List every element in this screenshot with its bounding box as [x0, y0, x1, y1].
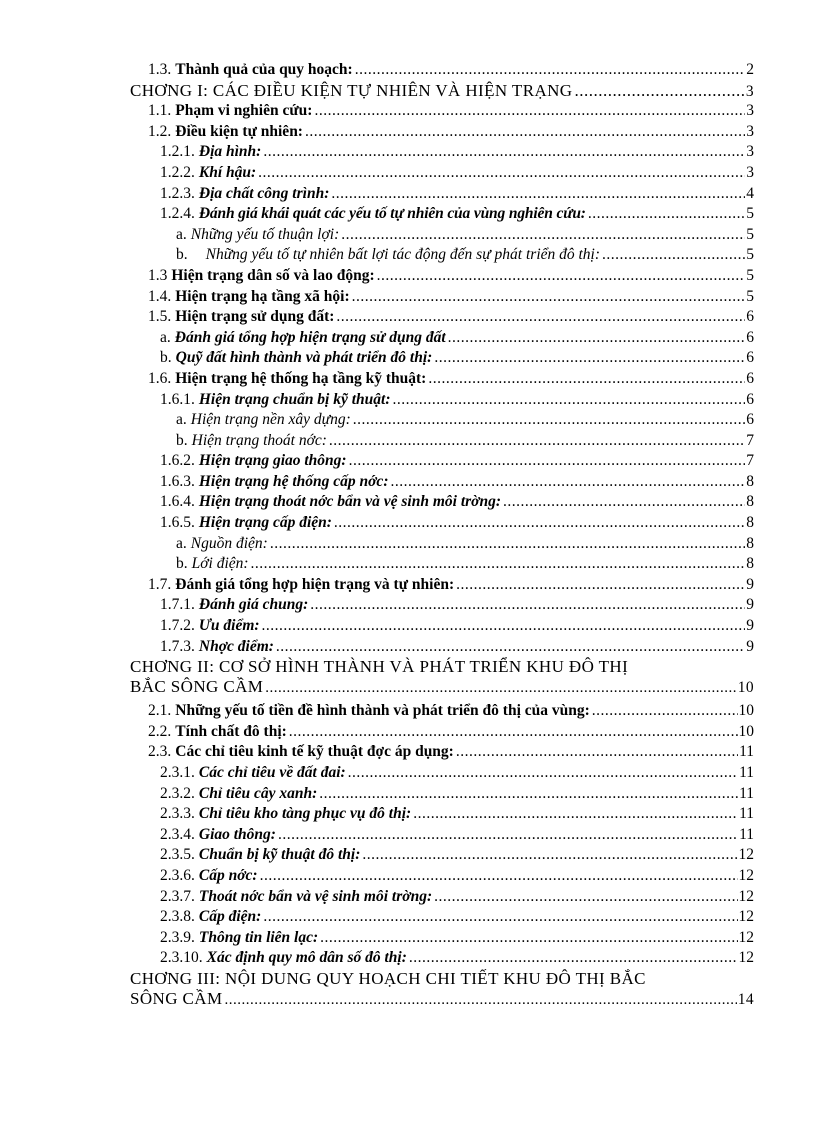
toc-title: Đánh giá tổng hợp hiện trạng sử dụng đất: [174, 328, 446, 346]
toc-page: 6: [746, 308, 754, 326]
toc-title: Giao thông:: [198, 825, 276, 843]
toc-leader: [355, 60, 746, 81]
toc-leader: [428, 369, 745, 390]
toc-title: Hiện trạng nền xây dựng:: [190, 411, 351, 429]
toc-entry[interactable]: [0, 287, 754, 308]
toc-title: Địa hình:: [198, 143, 262, 161]
toc-number: 2.2.: [148, 722, 172, 740]
toc-leader: [265, 677, 736, 698]
toc-entry[interactable]: [0, 907, 754, 928]
toc-page: 3: [746, 102, 754, 120]
toc-page: 8: [746, 514, 754, 532]
toc-page: 3: [746, 163, 754, 181]
toc-entry[interactable]: [0, 595, 754, 616]
toc-page: 11: [739, 764, 754, 781]
toc-leader: [393, 390, 746, 411]
toc-leader: [305, 122, 745, 143]
toc-entry[interactable]: [0, 866, 754, 887]
toc-number: 1.2.3.: [160, 184, 195, 202]
toc-page: 6: [746, 369, 754, 387]
toc-leader: [331, 184, 745, 205]
toc-leader: [353, 410, 746, 431]
toc-leader: [390, 472, 745, 493]
toc-page: 6: [746, 328, 754, 346]
toc-page: 10: [738, 702, 754, 720]
toc-number: 1.2.1.: [160, 143, 195, 161]
toc-leader: [348, 763, 738, 784]
toc-entry[interactable]: [0, 142, 754, 163]
toc-title: Thành quả của quy hoạch:: [175, 61, 353, 78]
toc-leader: [434, 348, 745, 369]
toc-page: 14: [737, 990, 754, 1008]
toc-leader: [258, 163, 745, 184]
toc-entry[interactable]: [0, 825, 754, 846]
toc-leader: [263, 142, 745, 163]
toc-leader: [270, 534, 745, 555]
toc-entry[interactable]: [0, 307, 754, 328]
toc-leader: [592, 701, 738, 722]
toc-entry[interactable]: [0, 431, 754, 452]
toc-title: Những yếu tố tự nhiên bất lợi tác động đến sự phát triển đô thị:: [205, 246, 601, 264]
toc-leader: [224, 989, 736, 1010]
toc-leader: [362, 845, 737, 866]
toc-page: 7: [746, 452, 754, 470]
toc-entry[interactable]: [0, 845, 754, 866]
toc-entry[interactable]: [0, 184, 754, 205]
toc-title: Những yếu tố thuận lợi:: [190, 225, 340, 243]
toc-leader: [448, 328, 746, 349]
toc-page: 6: [746, 411, 754, 429]
toc-title: Cấp điện:: [198, 908, 262, 926]
toc-entry[interactable]: [0, 534, 754, 555]
toc-title: Quỹ đất hình thành và phát triển đô thị:: [175, 349, 433, 367]
toc-leader: [289, 722, 738, 743]
toc-page: 11: [739, 805, 754, 823]
toc-leader: [503, 492, 745, 513]
toc-leader: [320, 928, 737, 949]
toc-title: Chuẩn bị kỹ thuật đô thị:: [198, 846, 361, 864]
toc-number: 2.3.3.: [160, 805, 195, 823]
toc-number: 1.7.1.: [160, 596, 195, 614]
toc-number: 2.3.4.: [160, 825, 195, 843]
toc-number: a.: [176, 534, 187, 552]
toc-page: 8: [746, 534, 754, 552]
toc-page: 12: [738, 949, 754, 967]
toc-title: Chỉ tiêu kho tàng phục vụ đô thị:: [198, 805, 412, 823]
toc-page: 10: [737, 679, 754, 697]
toc-leader: [413, 804, 738, 825]
toc-title: Tính chất đô thị:: [175, 722, 287, 740]
toc-page: 10: [738, 722, 754, 740]
toc-page: 12: [738, 866, 754, 884]
toc-entry[interactable]: [0, 554, 754, 575]
toc-number: 2.3.1.: [160, 764, 195, 781]
toc-entry[interactable]: [0, 122, 754, 143]
toc-number: 1.7.3.: [160, 637, 195, 655]
toc-page: 7: [746, 431, 754, 449]
toc-chapter-title: CHƠNG III: NỘI DUNG QUY HOẠCH CHI TIẾT KHU ĐÔ THỊ BẮC: [130, 968, 646, 988]
toc-number: 2.3.7.: [160, 887, 195, 905]
toc-leader: [456, 575, 745, 596]
toc-page: 12: [738, 887, 754, 905]
toc-entry[interactable]: [0, 266, 754, 287]
toc-title: Ưu điểm:: [198, 617, 260, 635]
toc-page: 6: [746, 390, 754, 408]
toc-leader: [260, 866, 738, 887]
toc-entry[interactable]: [0, 163, 754, 184]
toc-title: Hiện trạng hệ thống hạ tầng kỹ thuật:: [175, 369, 427, 387]
toc-page: 12: [738, 846, 754, 864]
toc-number: 1.1.: [148, 102, 172, 120]
toc-number: 1.2.2.: [160, 163, 195, 181]
toc-number: 1.2.4.: [160, 205, 195, 223]
toc-number: 1.4.: [148, 287, 172, 305]
toc-number: 1.6.2.: [160, 452, 195, 470]
toc-entry[interactable]: [0, 410, 754, 431]
toc-page: 8: [746, 472, 754, 490]
toc-page: 2: [746, 61, 754, 78]
toc-number: 1.6.3.: [160, 472, 195, 490]
toc-entry[interactable]: [0, 887, 754, 908]
toc-entry[interactable]: [0, 245, 754, 266]
toc-entry[interactable]: [0, 722, 754, 743]
toc-number: 1.3.: [148, 61, 172, 78]
toc-chapter-title-line2: SÔNG CẦM: [130, 988, 223, 1008]
toc-entry[interactable]: [0, 101, 754, 122]
toc-page: 12: [738, 908, 754, 926]
toc-entry[interactable]: [0, 784, 754, 805]
toc-title: Thông tin liên lạc:: [198, 928, 319, 946]
toc-page: 9: [746, 617, 754, 635]
toc-entry[interactable]: [0, 348, 754, 369]
toc-leader: [349, 451, 746, 472]
toc-title: Hiện trạng dân số và lao động:: [171, 266, 375, 284]
toc-leader: [409, 948, 738, 969]
toc-number: 1.2.: [148, 122, 172, 140]
toc-entry[interactable]: [0, 472, 754, 493]
toc-entry[interactable]: [0, 225, 754, 246]
toc-number: 2.3.8.: [160, 908, 195, 926]
toc-number: 2.3.10.: [160, 949, 203, 967]
toc-page: 8: [746, 555, 754, 573]
toc-number: 2.3.6.: [160, 866, 195, 884]
toc-page: 3: [746, 143, 754, 161]
toc-number: 1.6.5.: [160, 514, 195, 532]
toc-page: 8: [746, 493, 754, 511]
toc-page: 5: [746, 266, 754, 284]
toc-number: a.: [160, 328, 171, 346]
toc-number: b.: [176, 555, 188, 573]
toc-leader: [310, 595, 745, 616]
toc-entry[interactable]: [0, 616, 754, 637]
toc-page: 12: [738, 928, 754, 946]
toc-page: 9: [746, 596, 754, 614]
toc-title: Đánh giá chung:: [198, 596, 309, 614]
toc-leader: [276, 637, 745, 658]
toc-number: 2.3.5.: [160, 846, 195, 864]
toc-title: Những yếu tố tiền đề hình thành và phát triển đô thị của vùng:: [175, 702, 590, 720]
toc-title: Nhợc điểm:: [198, 637, 274, 655]
toc-number: 1.6.: [148, 369, 172, 387]
toc-leader: [456, 742, 738, 763]
toc-title: Đánh giá tổng hợp hiện trạng và tự nhiên:: [175, 575, 455, 593]
table-of-contents: [0, 60, 816, 1013]
toc-number: 1.7.2.: [160, 617, 195, 635]
toc-leader: [251, 554, 746, 575]
toc-title: Cấp nớc:: [198, 866, 258, 884]
toc-title: Xác định quy mô dân số đô thị:: [206, 949, 407, 967]
toc-leader: [341, 225, 745, 246]
toc-entry[interactable]: [0, 451, 754, 472]
toc-chapter-title: CHƠNG II: CƠ SỞ HÌNH THÀNH VÀ PHÁT TRIỂN KHU ĐÔ THỊ: [130, 657, 629, 677]
toc-entry[interactable]: [0, 637, 754, 658]
toc-leader: [262, 616, 746, 637]
toc-page: 9: [746, 575, 754, 593]
toc-number: a.: [176, 225, 187, 243]
toc-title: Khí hậu:: [198, 163, 257, 181]
toc-title: Hiện trạng cấp điện:: [198, 514, 332, 532]
toc-entry[interactable]: [0, 763, 754, 784]
toc-number: 1.5.: [148, 308, 172, 326]
toc-title: Hiện trạng chuẩn bị kỹ thuật:: [198, 390, 391, 408]
toc-title: Hiện trạng thoát nớc bẩn và vệ sinh môi trờng:: [198, 493, 502, 511]
toc-leader: [434, 887, 737, 908]
toc-page: 5: [746, 287, 754, 305]
toc-page: 3: [746, 122, 754, 140]
toc-leader: [352, 287, 746, 308]
toc-page: 6: [746, 349, 754, 367]
toc-title: Nguồn điện:: [190, 534, 268, 552]
toc-page: 4: [746, 184, 754, 202]
toc-leader: [602, 245, 745, 266]
toc-entry[interactable]: [0, 328, 754, 349]
toc-title: Địa chất công trình:: [198, 184, 330, 202]
toc-chapter-title-line2: BẮC SÔNG CẦM: [130, 677, 264, 697]
toc-chapter-title-cont: [130, 989, 754, 1010]
toc-entry[interactable]: [0, 575, 754, 596]
toc-entry[interactable]: [0, 513, 754, 534]
toc-number: 1.7.: [148, 575, 172, 593]
toc-title: Hiện trạng sử dụng đất:: [175, 308, 335, 326]
toc-number: 2.3.9.: [160, 928, 195, 946]
toc-leader: [319, 784, 738, 805]
toc-number: a.: [176, 411, 187, 429]
toc-title: Hiện trạng hệ thống cấp nớc:: [198, 472, 389, 490]
toc-number: 1.6.4.: [160, 493, 195, 511]
toc-entry[interactable]: [0, 60, 754, 81]
toc-leader: [336, 307, 745, 328]
toc-chapter-title: CHƠNG I: CÁC ĐIỀU KIỆN TỰ NHIÊN VÀ HIỆN TRẠNG: [130, 80, 573, 100]
toc-leader: [588, 204, 745, 225]
toc-title: Đánh giá khái quát các yếu tố tự nhiên của vùng nghiên cứu:: [198, 205, 586, 223]
toc-title: Chỉ tiêu cây xanh:: [198, 784, 318, 802]
toc-number: 1.6.1.: [160, 390, 195, 408]
toc-title: Điều kiện tự nhiên:: [175, 122, 303, 140]
toc-leader: [334, 513, 745, 534]
toc-title: Thoát nớc bẩn và vệ sinh môi trờng:: [198, 887, 433, 905]
toc-number: 2.1.: [148, 702, 172, 720]
toc-leader: [278, 825, 738, 846]
toc-title: Hiện trạng hạ tầng xã hội:: [175, 287, 350, 305]
toc-leader: [263, 907, 737, 928]
toc-entry[interactable]: [0, 742, 754, 763]
toc-entry[interactable]: [0, 804, 754, 825]
toc-leader: [377, 266, 746, 287]
toc-page: 5: [746, 205, 754, 223]
toc-title: Hiện trạng giao thông:: [198, 452, 347, 470]
toc-entry[interactable]: [0, 492, 754, 513]
toc-number: b.: [160, 349, 172, 367]
toc-page: 5: [746, 225, 754, 243]
toc-chapter-entry[interactable]: [0, 969, 754, 1013]
toc-entry[interactable]: [0, 204, 754, 225]
toc-title: Hiện trạng thoát nớc:: [191, 431, 327, 449]
toc-entry[interactable]: [0, 390, 754, 411]
toc-number: b.: [176, 431, 188, 449]
toc-number: 2.3.2.: [160, 784, 195, 802]
toc-leader: [314, 101, 745, 122]
toc-page: 11: [739, 743, 754, 761]
toc-number: 1.3: [148, 266, 168, 284]
toc-chapter-title-cont: [130, 677, 754, 698]
toc-leader: [574, 81, 744, 102]
toc-title: Các chỉ tiêu về đất đai:: [198, 764, 346, 781]
toc-entry[interactable]: [0, 701, 754, 722]
toc-number: 2.3.: [148, 743, 172, 761]
toc-entry[interactable]: [0, 928, 754, 949]
toc-title: Phạm vi nghiên cứu:: [175, 102, 313, 120]
toc-number: b.: [176, 246, 188, 264]
toc-page: 3: [745, 82, 754, 100]
toc-page: 11: [739, 825, 754, 843]
toc-leader: [329, 431, 745, 452]
toc-page: 11: [739, 784, 754, 802]
toc-page: 9: [746, 637, 754, 655]
toc-chapter-entry[interactable]: [0, 81, 754, 102]
toc-chapter-entry[interactable]: [0, 657, 754, 701]
toc-title: Lới điện:: [191, 555, 249, 573]
toc-page: 5: [746, 246, 754, 264]
toc-entry[interactable]: [0, 369, 754, 390]
toc-entry[interactable]: [0, 948, 754, 969]
toc-title: Các chỉ tiêu kinh tế kỹ thuật đợc áp dụng:: [175, 743, 454, 761]
